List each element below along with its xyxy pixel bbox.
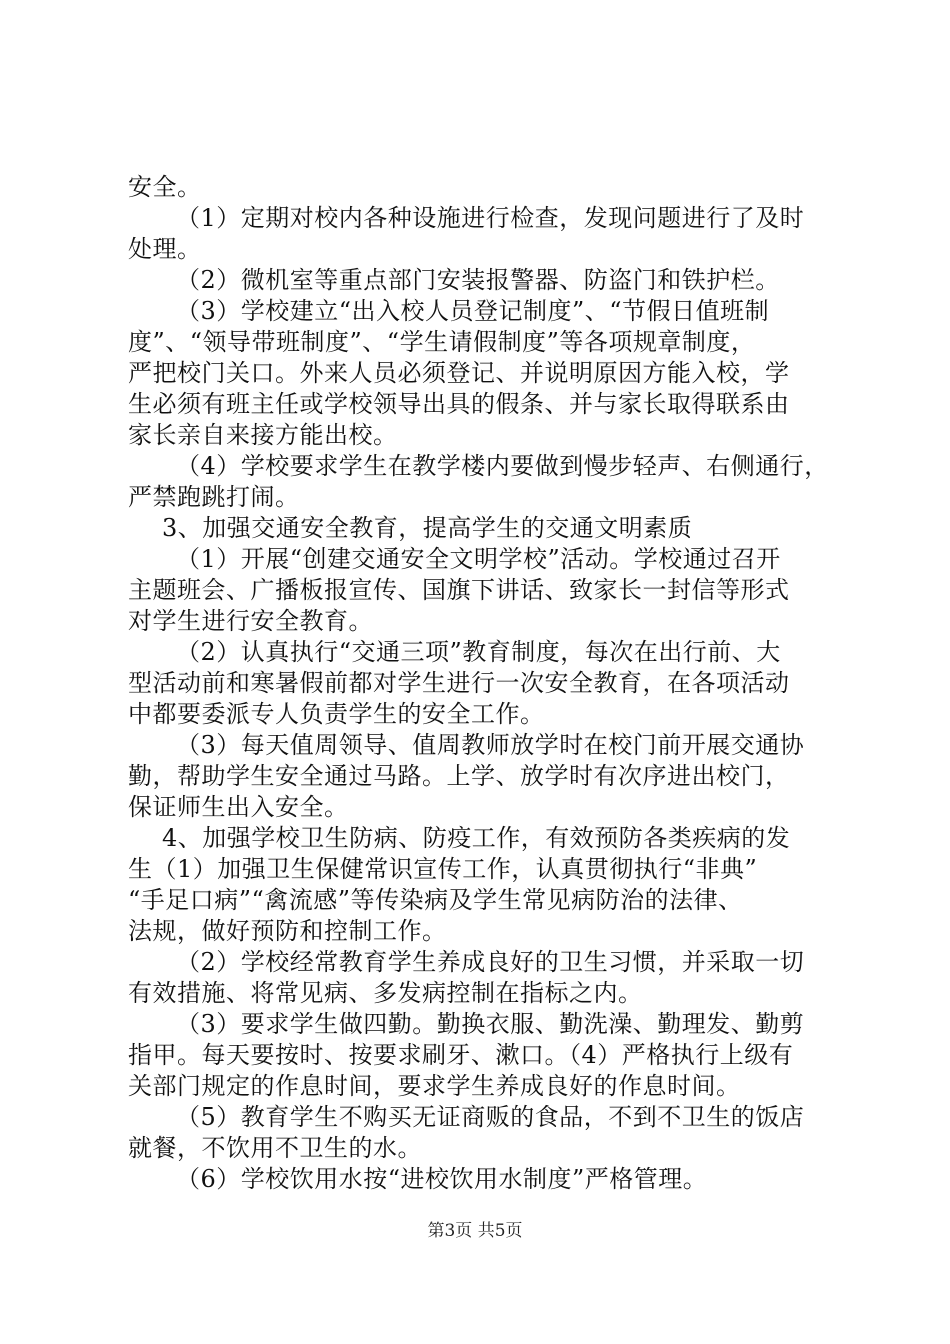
text-line: 对学生进行安全教育。: [128, 607, 373, 635]
text-line: （1）定期对校内各种设施进行检查，发现问题进行了及时: [176, 204, 805, 232]
text-line: 有效措施、将常见病、多发病控制在指标之内。: [128, 979, 643, 1007]
text-line: 型活动前和寒暑假前都对学生进行一次安全教育，在各项活动: [128, 669, 790, 697]
text-line: （2）认真执行“交通三项”教育制度，每次在出行前、大: [176, 638, 781, 666]
text-line: 主题班会、广播板报宣传、国旗下讲话、致家长一封信等形式: [128, 576, 790, 604]
document-body: [128, 172, 828, 1195]
text-line: 就餐，不饮用不卫生的水。: [128, 1134, 422, 1162]
text-line: 法规，做好预防和控制工作。: [128, 917, 447, 945]
text-line: （3）学校建立“出入校人员登记制度”、“节假日值班制: [176, 297, 770, 325]
text-line: 4、加强学校卫生防病、防疫工作，有效预防各类疾病的发: [162, 824, 791, 852]
text-line: （2）学校经常教育学生养成良好的卫生习惯，并采取一切: [176, 948, 805, 976]
text-line: （4）学校要求学生在教学楼内要做到慢步轻声、右侧通行，: [176, 452, 829, 480]
text-line: 3、加强交通安全教育，提高学生的交通文明素质: [162, 514, 693, 542]
text-line: 家长亲自来接方能出校。: [128, 421, 398, 449]
text-line: 指甲。每天要按时、按要求刷牙、漱口。（4）严格执行上级有: [128, 1041, 794, 1069]
text-line: 度”、“领导带班制度”、“学生请假制度”等各项规章制度，: [128, 328, 756, 356]
text-line: “手足口病”“禽流感”等传染病及学生常见病防治的法律、: [128, 886, 743, 914]
text-line: 勤，帮助学生安全通过马路。上学、放学时有次序进出校门，: [128, 762, 790, 790]
text-line: （5）教育学生不购买无证商贩的食品，不到不卫生的饭店: [176, 1103, 805, 1131]
text-line: 生必须有班主任或学校领导出具的假条、并与家长取得联系由: [128, 390, 790, 418]
page-footer: 第3页 共5页: [427, 1221, 523, 1241]
text-line: 安全。: [128, 173, 202, 201]
text-line: 生（1）加强卫生保健常识宣传工作，认真贯彻执行“非典”: [128, 855, 758, 883]
text-line: 关部门规定的作息时间，要求学生养成良好的作息时间。: [128, 1072, 741, 1100]
text-line: 严禁跑跳打闹。: [128, 483, 300, 511]
text-line: 中都要委派专人负责学生的安全工作。: [128, 700, 545, 728]
text-line: （6）学校饮用水按“进校饮用水制度”严格管理。: [176, 1165, 708, 1193]
text-line: 保证师生出入安全。: [128, 793, 349, 821]
text-line: （2）微机室等重点部门安装报警器、防盗门和铁护栏。: [176, 266, 780, 294]
text-line: （3）要求学生做四勤。勤换衣服、勤洗澡、勤理发、勤剪: [176, 1010, 805, 1038]
text-line: 严把校门关口。外来人员必须登记、并说明原因方能入校，学: [128, 359, 790, 387]
text-line: （3）每天值周领导、值周教师放学时在校门前开展交通协: [176, 731, 805, 759]
text-line: （1）开展“创建交通安全文明学校”活动。学校通过召开: [176, 545, 781, 573]
text-line: 处理。: [128, 235, 202, 263]
